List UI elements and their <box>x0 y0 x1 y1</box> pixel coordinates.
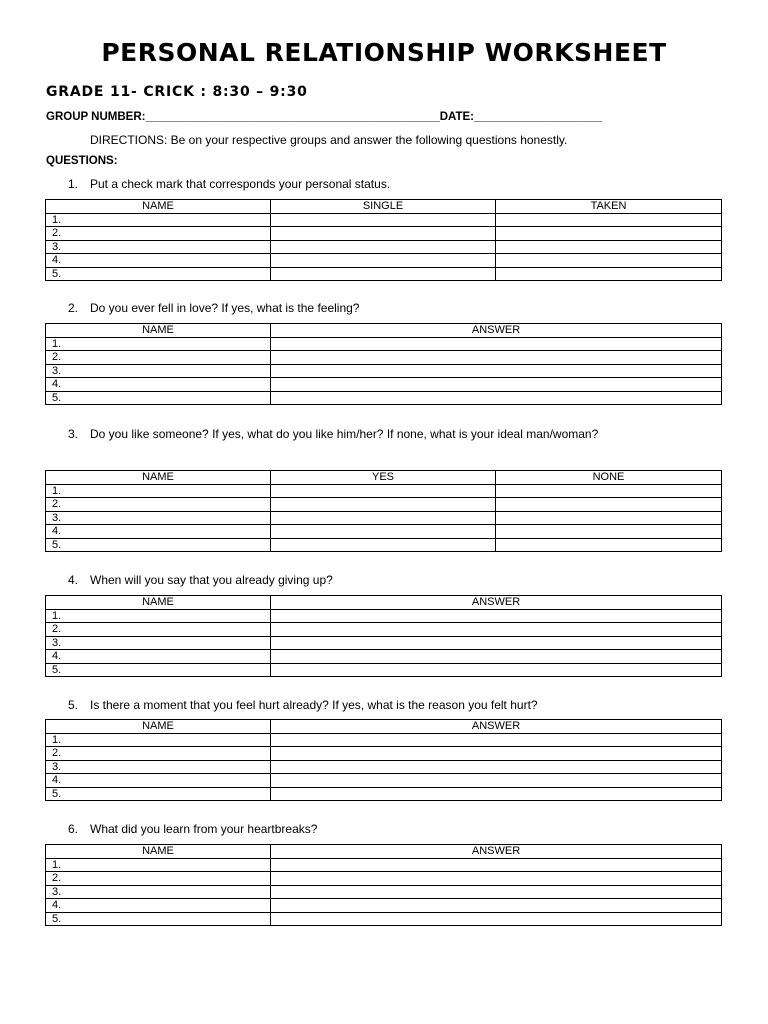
question-5 <box>68 698 538 712</box>
answer-cell[interactable] <box>271 885 722 899</box>
answer-cell[interactable] <box>271 498 496 512</box>
table-header-row <box>46 324 722 338</box>
column-header: NONE <box>496 471 722 485</box>
answer-cell[interactable] <box>271 609 722 623</box>
answer-cell[interactable] <box>496 240 722 254</box>
worksheet-title: PERSONAL RELATIONSHIP WORKSHEET <box>101 38 667 67</box>
row-label: 1. <box>46 609 271 623</box>
table-row <box>46 254 722 268</box>
answer-cell[interactable] <box>496 511 722 525</box>
table-row <box>46 391 722 405</box>
question-text: Do you like someone? If yes, what do you like him/her? If none, what is your ideal man/woman? <box>90 427 599 441</box>
table-row <box>46 525 722 539</box>
row-label: 2. <box>46 498 271 512</box>
answer-cell[interactable] <box>496 538 722 552</box>
answer-cell[interactable] <box>271 378 722 392</box>
row-label: 4. <box>46 378 271 392</box>
answer-cell[interactable] <box>271 267 496 281</box>
answer-cell[interactable] <box>271 484 496 498</box>
table-row <box>46 267 722 281</box>
question-number: 5. <box>68 698 79 712</box>
answer-cell[interactable] <box>271 747 722 761</box>
row-label: 5. <box>46 787 271 801</box>
answer-cell[interactable] <box>271 787 722 801</box>
table-row <box>46 663 722 677</box>
answer-cell[interactable] <box>496 498 722 512</box>
table-row <box>46 650 722 664</box>
answer-cell[interactable] <box>271 538 496 552</box>
answer-cell[interactable] <box>271 525 496 539</box>
table-row <box>46 899 722 913</box>
row-label: 3. <box>46 511 271 525</box>
love-feeling-table <box>45 323 722 405</box>
answer-cell[interactable] <box>271 511 496 525</box>
giving-up-table <box>45 595 722 677</box>
row-label: 5. <box>46 663 271 677</box>
table-row <box>46 378 722 392</box>
answer-cell[interactable] <box>271 623 722 637</box>
row-label: 4. <box>46 774 271 788</box>
questions-heading: QUESTIONS: <box>46 155 118 167</box>
question-text: Put a check mark that corresponds your personal status. <box>90 177 391 191</box>
row-label: 1. <box>46 733 271 747</box>
answer-cell[interactable] <box>271 227 496 241</box>
heartbreak-table <box>45 844 722 926</box>
answer-cell[interactable] <box>271 858 722 872</box>
row-label: 3. <box>46 636 271 650</box>
row-label: 5. <box>46 391 271 405</box>
column-header: NAME <box>46 471 271 485</box>
row-label: 2. <box>46 351 271 365</box>
answer-cell[interactable] <box>271 899 722 913</box>
row-label: 3. <box>46 885 271 899</box>
table-header-row <box>46 200 722 214</box>
table-row <box>46 774 722 788</box>
answer-cell[interactable] <box>496 267 722 281</box>
answer-cell[interactable] <box>496 227 722 241</box>
table-row <box>46 760 722 774</box>
question-2 <box>68 301 359 315</box>
row-label: 3. <box>46 240 271 254</box>
table-row <box>46 872 722 886</box>
table-row <box>46 609 722 623</box>
row-label: 3. <box>46 364 271 378</box>
table-row <box>46 623 722 637</box>
column-header: ANSWER <box>271 324 722 338</box>
answer-cell[interactable] <box>271 733 722 747</box>
table-header-row <box>46 596 722 610</box>
question-4 <box>68 573 333 587</box>
question-3 <box>68 427 598 441</box>
column-header: ANSWER <box>271 845 722 859</box>
question-number: 3. <box>68 427 79 441</box>
column-header: NAME <box>46 200 271 214</box>
table-row <box>46 636 722 650</box>
column-header: TAKEN <box>496 200 722 214</box>
directions: DIRECTIONS: Be on your respective groups and answer the following questions honestly. <box>90 133 568 147</box>
row-label: 2. <box>46 747 271 761</box>
answer-cell[interactable] <box>496 254 722 268</box>
answer-cell[interactable] <box>271 650 722 664</box>
row-label: 1. <box>46 484 271 498</box>
group-date-line <box>46 111 602 123</box>
answer-cell[interactable] <box>271 912 722 926</box>
date-label: DATE: <box>439 111 474 123</box>
question-1 <box>68 177 390 191</box>
table-row <box>46 213 722 227</box>
answer-cell[interactable] <box>496 213 722 227</box>
class-schedule: GRADE 11- CRICK : 8:30 – 9:30 <box>46 84 308 100</box>
table-row <box>46 538 722 552</box>
row-label: 3. <box>46 760 271 774</box>
table-row <box>46 787 722 801</box>
row-label: 4. <box>46 525 271 539</box>
table-row <box>46 858 722 872</box>
hurt-table <box>45 719 722 801</box>
status-table <box>45 199 722 281</box>
column-header: SINGLE <box>271 200 496 214</box>
table-row <box>46 227 722 241</box>
answer-cell[interactable] <box>271 364 722 378</box>
table-row <box>46 511 722 525</box>
answer-cell[interactable] <box>271 254 496 268</box>
question-number: 4. <box>68 573 79 587</box>
question-text: Is there a moment that you feel hurt already? If yes, what is the reason you felt hurt? <box>90 698 538 712</box>
table-row <box>46 484 722 498</box>
question-text: Do you ever fell in love? If yes, what is the feeling? <box>90 301 360 315</box>
column-header: ANSWER <box>271 720 722 734</box>
column-header: NAME <box>46 596 271 610</box>
table-row <box>46 364 722 378</box>
table-row <box>46 240 722 254</box>
row-label: 5. <box>46 538 271 552</box>
answer-cell[interactable] <box>271 240 496 254</box>
row-label: 4. <box>46 650 271 664</box>
table-row <box>46 747 722 761</box>
answer-cell[interactable] <box>496 484 722 498</box>
answer-cell[interactable] <box>271 351 722 365</box>
row-label: 5. <box>46 267 271 281</box>
answer-cell[interactable] <box>496 525 722 539</box>
question-number: 2. <box>68 301 79 315</box>
table-row <box>46 351 722 365</box>
question-text: What did you learn from your heartbreaks? <box>90 822 318 836</box>
table-header-row <box>46 845 722 859</box>
like-someone-table <box>45 470 722 552</box>
question-number: 1. <box>68 177 79 191</box>
answer-cell[interactable] <box>271 663 722 677</box>
column-header: NAME <box>46 845 271 859</box>
group-number-blank: ______________________________________________ <box>145 111 440 123</box>
answer-cell[interactable] <box>271 760 722 774</box>
row-label: 4. <box>46 899 271 913</box>
column-header: NAME <box>46 324 271 338</box>
row-label: 1. <box>46 858 271 872</box>
table-row <box>46 337 722 351</box>
answer-cell[interactable] <box>271 872 722 886</box>
row-label: 1. <box>46 213 271 227</box>
table-row <box>46 912 722 926</box>
answer-cell[interactable] <box>271 213 496 227</box>
table-row <box>46 733 722 747</box>
date-blank: ____________________ <box>473 111 602 123</box>
answer-cell[interactable] <box>271 774 722 788</box>
table-row <box>46 498 722 512</box>
row-label: 4. <box>46 254 271 268</box>
row-label: 2. <box>46 623 271 637</box>
column-header: YES <box>271 471 496 485</box>
answer-cell[interactable] <box>271 391 722 405</box>
question-text: When will you say that you already giving up? <box>90 573 333 587</box>
column-header: ANSWER <box>271 596 722 610</box>
question-6 <box>68 822 317 836</box>
group-number-label: GROUP NUMBER: <box>46 111 146 123</box>
row-label: 2. <box>46 872 271 886</box>
row-label: 2. <box>46 227 271 241</box>
question-number: 6. <box>68 822 79 836</box>
row-label: 1. <box>46 337 271 351</box>
table-header-row <box>46 471 722 485</box>
answer-cell[interactable] <box>271 636 722 650</box>
column-header: NAME <box>46 720 271 734</box>
table-header-row <box>46 720 722 734</box>
row-label: 5. <box>46 912 271 926</box>
answer-cell[interactable] <box>271 337 722 351</box>
table-row <box>46 885 722 899</box>
